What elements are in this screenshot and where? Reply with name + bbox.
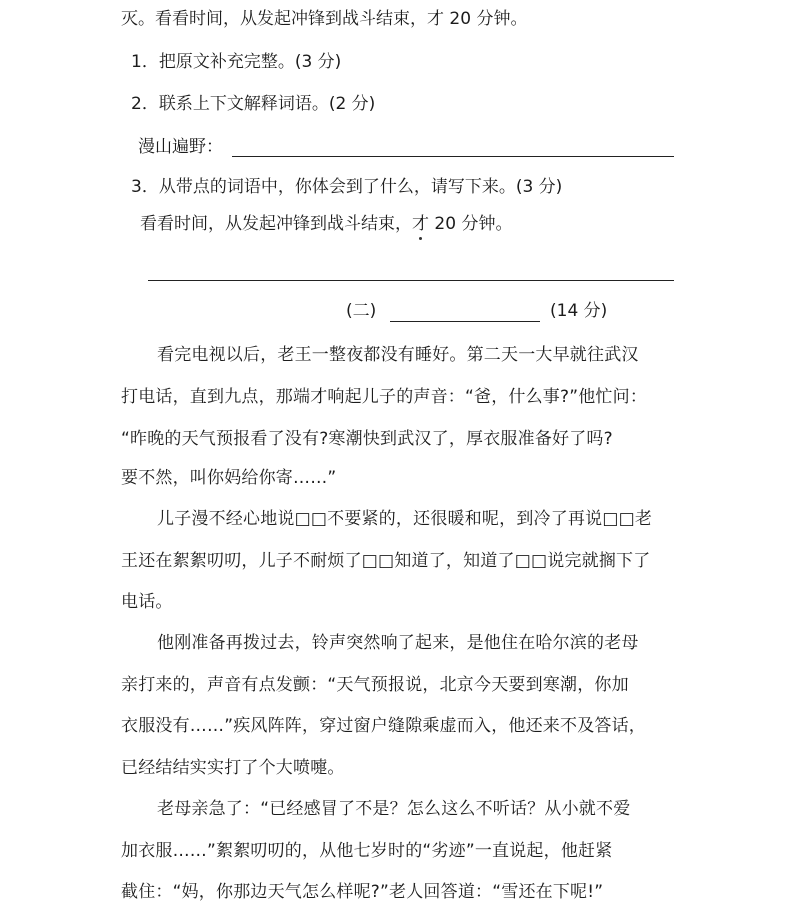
passage-line: 电话。 — [121, 592, 173, 612]
question-3-sentence — [140, 213, 512, 235]
passage-line: 截住：“妈，你那边天气怎么样呢?”老人回答道：“雪还在下呢!” — [121, 882, 604, 902]
question-3: 3．从带点的词语中，你体会到了什么，请写下来。(3 分) — [131, 177, 563, 197]
top-line: 灭。看看时间，从发起冲锋到战斗结束，才 20 分钟。 — [121, 9, 528, 29]
passage-line: 打电话，直到九点，那端才响起儿子的声音：“爸，什么事?”他忙问： — [121, 387, 648, 407]
passage-line: 老母亲急了：“已经感冒了不是？怎么这么不听话？从小就不爱 — [157, 799, 631, 819]
passage-line: 他刚准备再拨过去，铃声突然响了起来，是他住在哈尔滨的老母 — [157, 633, 639, 653]
sentence-pre: 看看时间，从发起冲锋到战斗结束， — [140, 214, 412, 234]
passage-line: 儿子漫不经心地说□□不要紧的，还很暖和呢，到冷了再说□□老 — [157, 509, 653, 529]
section-title-blank[interactable] — [390, 321, 540, 322]
passage-line: 王还在絮絮叨叨，儿子不耐烦了□□知道了，知道了□□说完就搁下了 — [121, 551, 651, 571]
sentence-post: 20 分钟。 — [429, 214, 513, 234]
passage-line: “昨晚的天气预报看了没有?寒潮快到武汉了，厚衣服准备好了吗? — [121, 429, 613, 449]
question-2: 2．联系上下文解释词语。(2 分) — [131, 94, 376, 114]
passage-line: 加衣服……”絮絮叨叨的，从他七岁时的“劣迹”一直说起，他赶紧 — [121, 841, 613, 861]
passage-line: 要不然，叫你妈给你寄……” — [121, 468, 337, 488]
passage-line: 已经结结实实打了个大喷嚏。 — [121, 758, 345, 778]
section-label: (二) — [346, 301, 377, 321]
answer-blank-2[interactable] — [148, 280, 674, 281]
passage-line: 亲打来的，声音有点发颤：“天气预报说，北京今天要到寒潮，你加 — [121, 675, 629, 695]
dotted-char: 才 — [412, 214, 429, 234]
answer-blank-1[interactable] — [232, 156, 674, 157]
section-points: (14 分) — [550, 301, 608, 321]
question-2-word: 漫山遍野： — [138, 137, 223, 157]
passage-line: 看完电视以后，老王一整夜都没有睡好。第二天一大早就往武汉 — [157, 345, 639, 365]
passage-line: 衣服没有……”疾风阵阵，穿过窗户缝隙乘虚而入，他还来不及答话， — [121, 716, 647, 736]
question-1: 1．把原文补充完整。(3 分) — [131, 52, 342, 72]
